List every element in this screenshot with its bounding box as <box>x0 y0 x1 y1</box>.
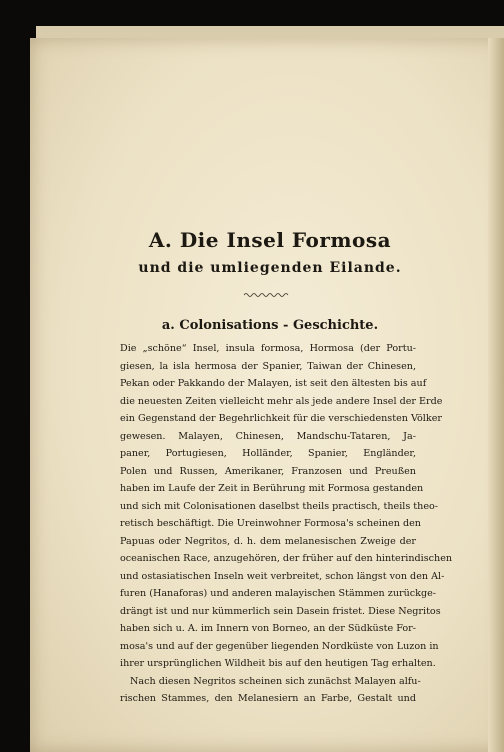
text-line: gewesen. Malayen, Chinesen, Mandschu-Tataren, Ja- <box>120 430 416 442</box>
text-line: haben sich u. A. im Innern von Borneo, an der Südküste For- <box>120 623 416 634</box>
page-edge <box>488 38 504 752</box>
text-line: ihrer ursprünglichen Wildheit bis auf den heutigen Tag erhalten. <box>120 658 436 669</box>
body-paragraph <box>120 340 453 708</box>
text-line: retisch beschäftigt. Die Ureinwohner Formosa's scheinen den <box>120 518 421 529</box>
section-heading: a. Colonisations - Geschichte. <box>161 318 379 333</box>
text-line: ein Gegenstand der Begehrlichkeit für die verschiedensten Völker <box>120 413 442 424</box>
text-line: Papuas oder Negritos, d. h. dem melanesischen Zweige der <box>120 535 416 547</box>
text-line: Nach diesen Negritos scheinen sich zunächst Malayen alfu- <box>130 675 421 687</box>
text-line: und ostasiatischen Inseln weit verbreitet, schon längst von den Al- <box>120 570 445 582</box>
chapter-subtitle: und die umliegenden Eilande. <box>138 260 402 276</box>
divider-ornament <box>244 292 288 298</box>
chapter-title: A. Die Insel Formosa <box>148 228 392 252</box>
text-line: rischen Stammes, den Melanesiern an Farbe, Gestalt und <box>120 693 416 704</box>
text-line: und sich mit Colonisationen daselbst theils practisch, theils theo- <box>120 500 439 512</box>
text-line: giesen, la isla hermosa der Spanier, Taiwan der Chinesen, <box>120 360 416 372</box>
text-line: mosa's und auf der gegenüber liegenden Nordküste von Luzon in <box>120 640 439 652</box>
text-line: furen (Hanaforas) und anderen malayischen Stämmen zurückge- <box>120 588 437 599</box>
text-line: paner, Portugiesen, Holländer, Spanier, Engländer, <box>120 448 416 459</box>
text-line: Polen und Russen, Amerikaner, Franzosen und Preußen <box>120 465 416 477</box>
text-line: drängt ist und nur kümmerlich sein Dasein fristet. Diese Negritos <box>120 605 441 617</box>
text-line: oceanischen Race, anzugehören, der früher auf den hinterindischen <box>120 553 453 564</box>
text-line: Die „schöne“ Insel, insula formosa, Hormosa (der Portu- <box>120 343 416 354</box>
text-line: haben im Laufe der Zeit in Berührung mit Formosa gestanden <box>120 483 424 494</box>
text-line: Pekan oder Pakkando der Malayen, ist seit den ältesten bis auf <box>120 378 427 389</box>
text-line: die neuesten Zeiten vielleicht mehr als jede andere Insel der Erde <box>120 395 443 407</box>
